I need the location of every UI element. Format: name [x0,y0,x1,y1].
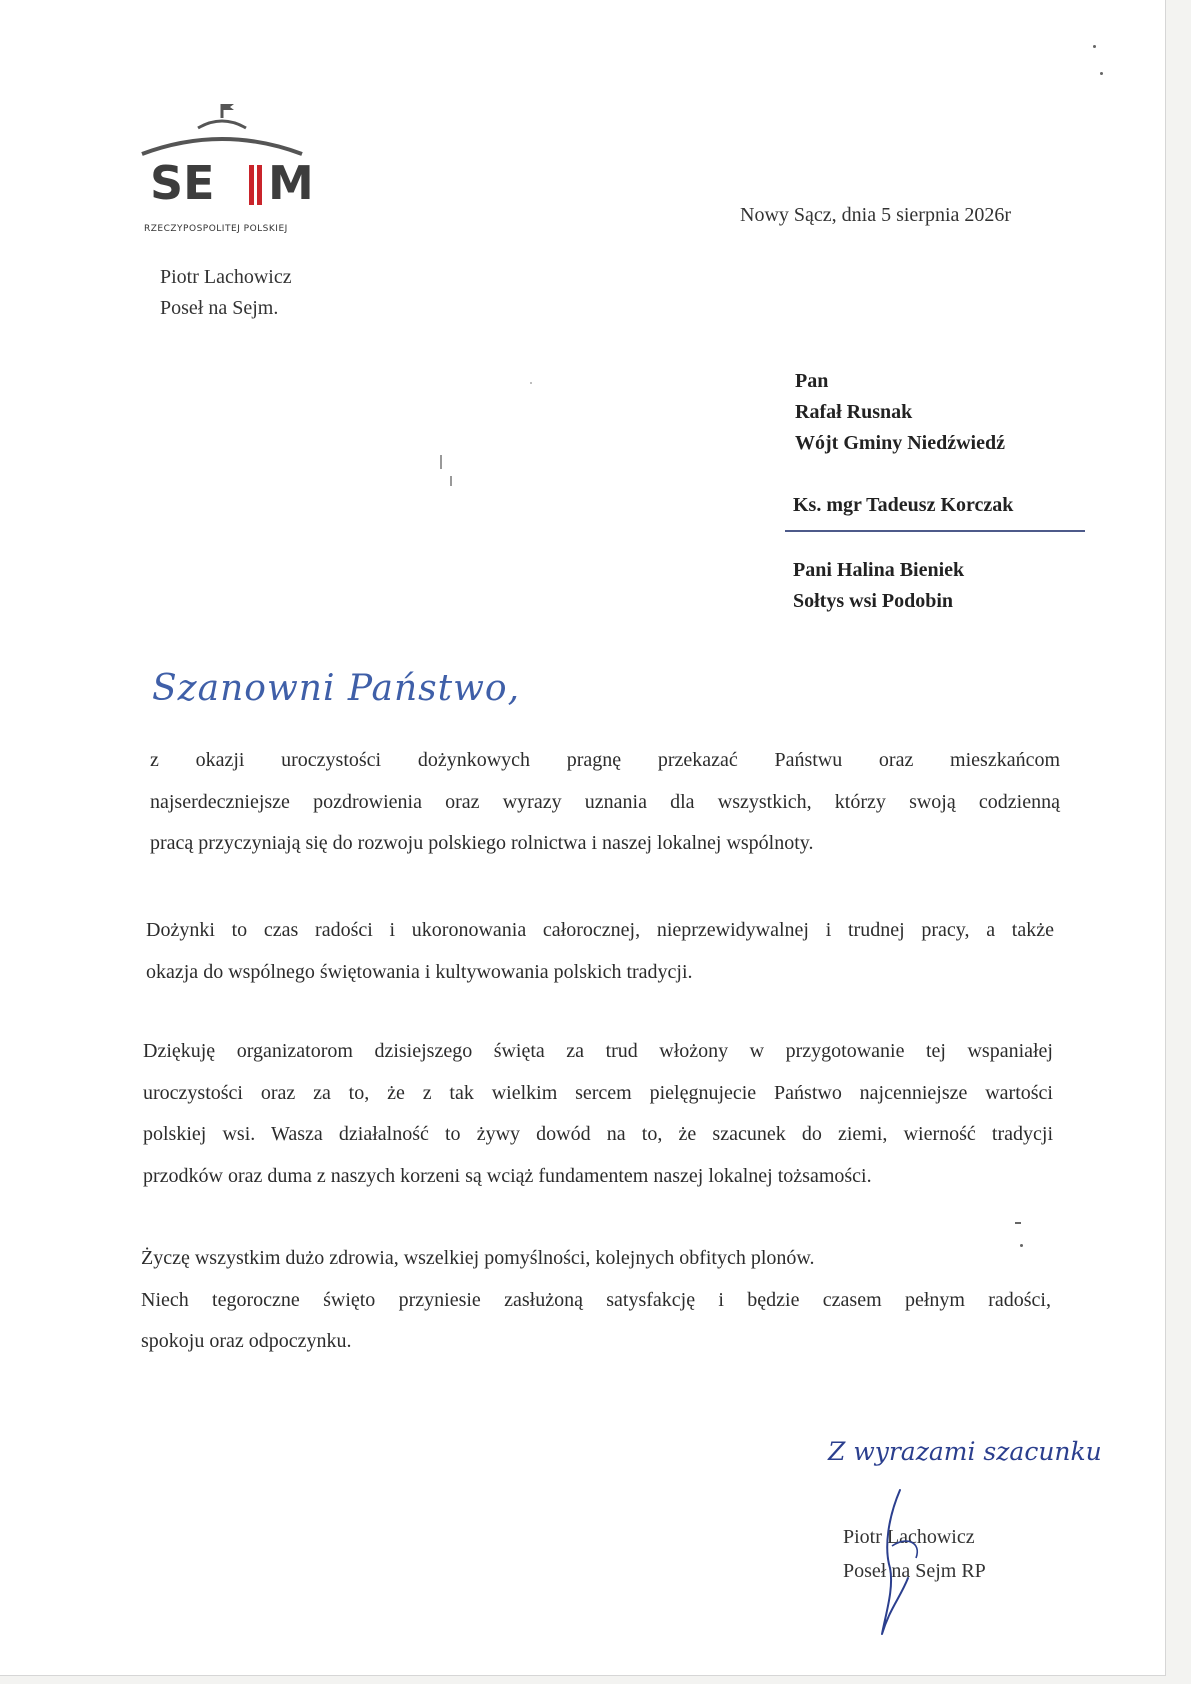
sejm-logo [140,102,330,252]
scan-speck [530,382,532,384]
body-line: najserdeczniejsze pozdrowienia oraz wyrazy uznania dla wszystkich, którzy swoją codzienną [150,790,1060,813]
recipient-line: Pan [795,370,829,392]
handwritten-signature [860,1488,950,1638]
sejm-dome-icon [140,102,330,162]
body-line: pracą przyczyniają się do rozwoju polskiego rolnictwa i naszej lokalnej wspólnoty. [150,832,814,854]
logo-subtitle: RZECZYPOSPOLITEJ POLSKIEJ [144,224,288,234]
logo-wordmark-left: SE [150,156,215,210]
handwritten-underline [785,530,1085,532]
recipient-line: Wójt Gminy Niedźwiedź [795,432,1005,454]
logo-wordmark-right: M [268,156,314,210]
handwritten-closing: Z wyrazami szacunku [828,1437,1102,1466]
recipient-line: Rafał Rusnak [795,401,913,423]
body-line: okazja do wspólnego świętowania i kultywowania polskich tradycji. [146,960,693,983]
sender-title: Poseł na Sejm. [160,297,279,319]
body-line: Dziękuję organizatorom dzisiejszego święta za trud włożony w przygotowanie tej wspaniałej [143,1040,1053,1062]
scan-speck [1020,1244,1023,1247]
recipient-block-2: Ks. mgr Tadeusz Korczak [793,494,1014,516]
body-line: przodków oraz duma z naszych korzeni są wciąż fundamentem naszej lokalnej tożsamości. [143,1164,872,1187]
logo-red-bars [249,165,263,205]
body-paragraph-4 [141,1238,1051,1363]
recipient-line: Sołtys wsi Podobin [793,590,954,612]
body-line: Życzę wszystkim dużo zdrowia, wszelkiej pomyślności, kolejnych obfitych plonów. [141,1247,815,1269]
body-line: Dożynki to czas radości i ukoronowania całorocznej, nieprzewidywalnej i trudnej pracy, a także [146,919,1054,941]
body-line: Niech tegoroczne święto przyniesie zasłużoną satysfakcję i będzie czasem pełnym radości, [141,1288,1051,1311]
body-line: uroczystości oraz za to, że z tak wielkim sercem pielęgnujecie Państwo najcenniejsze wartości [143,1081,1053,1104]
body-line: z okazji uroczystości dożynkowych pragnę przekazać Państwu oraz mieszkańcom [150,749,1060,771]
body-paragraph-2 [146,910,1054,993]
body-paragraph-1 [150,740,1060,865]
scan-speck [450,476,452,486]
handwritten-salutation: Szanowni Państwo, [152,668,521,709]
body-line: polskiej wsi. Wasza działalność to żywy dowód na to, że szacunek do ziemi, wierność tradycji [143,1123,1053,1145]
scan-speck [1100,72,1103,75]
recipient-block-1 [795,366,1005,459]
signer-name: Piotr Lachowicz [843,1526,975,1548]
body-paragraph-3 [143,1031,1053,1197]
sender-name: Piotr Lachowicz [160,266,292,288]
signer-title: Poseł na Sejm RP [843,1560,986,1582]
recipient-block-3 [793,555,964,617]
scan-speck [440,455,442,469]
body-line: spokoju oraz odpoczynku. [141,1330,352,1352]
date-line: Nowy Sącz, dnia 5 sierpnia 2026r [740,204,1012,226]
scan-speck [1093,45,1096,48]
scan-speck [1015,1222,1021,1224]
sender-block [160,262,292,324]
recipient-line: Pani Halina Bieniek [793,559,965,581]
